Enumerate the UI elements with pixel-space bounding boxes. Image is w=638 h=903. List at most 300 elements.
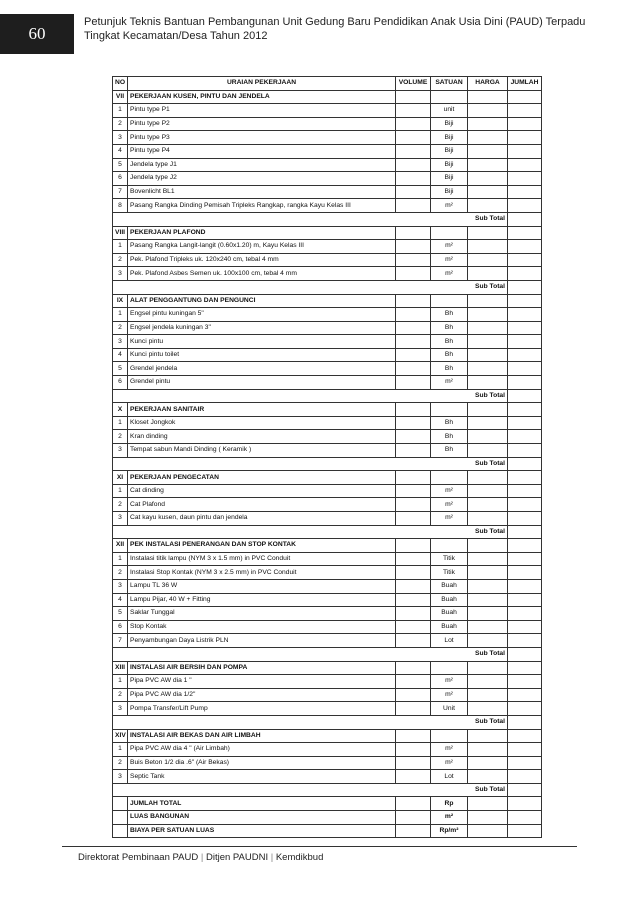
page-footer (78, 852, 323, 863)
item-price (468, 376, 508, 390)
item-unit: Bh (431, 362, 468, 376)
empty-cell (113, 525, 128, 539)
table-row (113, 579, 542, 593)
item-amount (508, 348, 542, 362)
subtotal-label: Sub Total (468, 783, 508, 797)
item-amount (508, 675, 542, 689)
col-header-uraian: URAIAN PEKERJAAN (128, 77, 396, 91)
item-unit: Buah (431, 620, 468, 634)
table-row (113, 172, 542, 186)
item-unit: Lot (431, 634, 468, 648)
table-row (113, 376, 542, 390)
table-row (113, 593, 542, 607)
item-description: Jendela type J1 (128, 158, 396, 172)
item-amount (508, 144, 542, 158)
item-number: 3 (113, 579, 128, 593)
item-description: Bovenlicht BL1 (128, 185, 396, 199)
item-number: 6 (113, 376, 128, 390)
item-price (468, 579, 508, 593)
item-number: 7 (113, 185, 128, 199)
item-number: 7 (113, 634, 128, 648)
section-number: X (113, 403, 128, 417)
item-price (468, 607, 508, 621)
subtotal-row (113, 457, 542, 471)
empty-cell (396, 661, 431, 675)
total-row (113, 797, 542, 811)
item-amount (508, 702, 542, 716)
subtotal-row (113, 715, 542, 729)
footer-directorate: Direktorat Pembinaan PAUD (78, 852, 199, 863)
item-number: 1 (113, 743, 128, 757)
cost-estimate-table (112, 76, 542, 838)
item-amount (508, 185, 542, 199)
item-description: Instalasi titik lampu (NYM 3 x 1.5 mm) in PVC Conduit (128, 552, 396, 566)
item-price (468, 172, 508, 186)
item-volume (396, 104, 431, 118)
item-volume (396, 770, 431, 784)
item-description: Kunci pintu toilet (128, 348, 396, 362)
empty-cell (113, 797, 128, 811)
item-unit: Lot (431, 770, 468, 784)
item-amount (508, 104, 542, 118)
item-price (468, 131, 508, 145)
item-volume (396, 593, 431, 607)
empty-cell (468, 811, 508, 825)
item-number: 6 (113, 620, 128, 634)
header-title-line2: Tingkat Kecamatan/Desa Tahun 2012 (84, 30, 268, 42)
item-volume (396, 158, 431, 172)
item-price (468, 743, 508, 757)
item-volume (396, 240, 431, 254)
section-title: PEKERJAAN PLAFOND (128, 226, 396, 240)
item-unit: Bh (431, 348, 468, 362)
item-unit: Bh (431, 430, 468, 444)
footer-separator: | (200, 852, 204, 863)
item-unit: Buah (431, 593, 468, 607)
item-amount (508, 593, 542, 607)
item-description: Pintu type P4 (128, 144, 396, 158)
item-description: Pek. Plafond Asbes Semen uk. 100x100 cm, tebal 4 mm (128, 267, 396, 281)
item-unit: Bh (431, 308, 468, 322)
item-amount (508, 579, 542, 593)
empty-cell (468, 729, 508, 743)
empty-cell (431, 525, 468, 539)
item-number: 3 (113, 267, 128, 281)
empty-cell (468, 471, 508, 485)
item-unit: Unit (431, 702, 468, 716)
item-volume (396, 675, 431, 689)
item-volume (396, 688, 431, 702)
section-title: PEKERJAAN KUSEN, PINTU DAN JENDELA (128, 90, 396, 104)
total-amount (508, 797, 542, 811)
item-price (468, 416, 508, 430)
item-number: 1 (113, 240, 128, 254)
table-row (113, 104, 542, 118)
empty-cell (431, 280, 468, 294)
item-price (468, 620, 508, 634)
subtotal-row (113, 525, 542, 539)
table-row (113, 158, 542, 172)
section-header-row (113, 90, 542, 104)
empty-cell (468, 824, 508, 838)
item-description: Engsel jendela kuningan 3" (128, 321, 396, 335)
item-amount (508, 756, 542, 770)
item-description: Pasang Rangka Dinding Pemisah Tripleks Rangkap, rangka Kayu Kelas III (128, 199, 396, 213)
item-unit: Buah (431, 607, 468, 621)
item-price (468, 444, 508, 458)
item-amount (508, 199, 542, 213)
item-volume (396, 512, 431, 526)
item-amount (508, 308, 542, 322)
item-volume (396, 756, 431, 770)
table-row (113, 321, 542, 335)
table-row (113, 199, 542, 213)
item-volume (396, 348, 431, 362)
item-description: Pompa Transfer/Lift Pump (128, 702, 396, 716)
item-description: Pipa PVC AW dia 1 " (128, 675, 396, 689)
total-amount (508, 811, 542, 825)
item-number: 1 (113, 484, 128, 498)
subtotal-amount (508, 525, 542, 539)
subtotal-amount (508, 783, 542, 797)
empty-cell (128, 389, 396, 403)
item-description: Pintu type P1 (128, 104, 396, 118)
empty-cell (113, 212, 128, 226)
section-number: XII (113, 539, 128, 553)
item-volume (396, 743, 431, 757)
col-header-satuan: SATUAN (431, 77, 468, 91)
section-number: XIV (113, 729, 128, 743)
item-description: Pasang Rangka Langit-langit (0.60x1.20) m, Kayu Kelas III (128, 240, 396, 254)
subtotal-label: Sub Total (468, 389, 508, 403)
item-amount (508, 267, 542, 281)
section-title: PEKERJAAN PENGECATAN (128, 471, 396, 485)
empty-cell (508, 90, 542, 104)
item-unit: Biji (431, 185, 468, 199)
total-unit: Rp/m² (431, 824, 468, 838)
item-amount (508, 484, 542, 498)
item-volume (396, 308, 431, 322)
item-description: Grendel jendela (128, 362, 396, 376)
item-number: 2 (113, 253, 128, 267)
item-number: 3 (113, 335, 128, 349)
item-unit: Bh (431, 321, 468, 335)
empty-cell (396, 729, 431, 743)
total-label: LUAS BANGUNAN (128, 811, 396, 825)
empty-cell (396, 389, 431, 403)
empty-cell (396, 90, 431, 104)
table-row (113, 756, 542, 770)
empty-cell (396, 294, 431, 308)
empty-cell (396, 539, 431, 553)
item-price (468, 430, 508, 444)
item-price (468, 675, 508, 689)
item-description: Engsel pintu kuningan 5" (128, 308, 396, 322)
item-unit: m² (431, 199, 468, 213)
subtotal-row (113, 647, 542, 661)
item-number: 2 (113, 430, 128, 444)
item-amount (508, 634, 542, 648)
empty-cell (113, 457, 128, 471)
item-number: 3 (113, 444, 128, 458)
item-description: Cat Plafond (128, 498, 396, 512)
item-price (468, 702, 508, 716)
section-header-row (113, 729, 542, 743)
item-price (468, 267, 508, 281)
table-row (113, 348, 542, 362)
item-volume (396, 253, 431, 267)
section-number: VIII (113, 226, 128, 240)
item-description: Kloset Jongkok (128, 416, 396, 430)
table-row (113, 743, 542, 757)
footer-ministry: Kemdikbud (275, 852, 324, 863)
item-unit: Titik (431, 566, 468, 580)
empty-cell (396, 824, 431, 838)
item-price (468, 362, 508, 376)
item-number: 2 (113, 117, 128, 131)
item-number: 2 (113, 321, 128, 335)
empty-cell (508, 294, 542, 308)
empty-cell (431, 661, 468, 675)
section-title: INSTALASI AIR BEKAS DAN AIR LIMBAH (128, 729, 396, 743)
item-number: 3 (113, 131, 128, 145)
item-unit: Bh (431, 335, 468, 349)
item-price (468, 240, 508, 254)
item-unit: m² (431, 267, 468, 281)
item-number: 4 (113, 593, 128, 607)
item-price (468, 185, 508, 199)
item-amount (508, 240, 542, 254)
item-unit: m² (431, 376, 468, 390)
item-number: 4 (113, 348, 128, 362)
item-amount (508, 607, 542, 621)
item-description: Pipa PVC AW dia 1/2" (128, 688, 396, 702)
item-description: Kran dinding (128, 430, 396, 444)
empty-cell (468, 797, 508, 811)
item-price (468, 348, 508, 362)
item-amount (508, 566, 542, 580)
empty-cell (468, 294, 508, 308)
item-number: 1 (113, 308, 128, 322)
empty-cell (128, 715, 396, 729)
item-description: Instalasi Stop Kontak (NYM 3 x 2.5 mm) in PVC Conduit (128, 566, 396, 580)
table-row (113, 253, 542, 267)
item-description: Saklar Tunggal (128, 607, 396, 621)
empty-cell (468, 90, 508, 104)
item-unit: m² (431, 756, 468, 770)
item-unit: Biji (431, 144, 468, 158)
item-amount (508, 430, 542, 444)
item-number: 8 (113, 199, 128, 213)
item-price (468, 593, 508, 607)
empty-cell (468, 661, 508, 675)
section-title: PEK INSTALASI PENERANGAN DAN STOP KONTAK (128, 539, 396, 553)
subtotal-amount (508, 389, 542, 403)
total-unit: Rp (431, 797, 468, 811)
item-amount (508, 688, 542, 702)
item-volume (396, 566, 431, 580)
empty-cell (396, 403, 431, 417)
item-price (468, 104, 508, 118)
item-amount (508, 620, 542, 634)
subtotal-amount (508, 212, 542, 226)
item-amount (508, 743, 542, 757)
item-number: 1 (113, 675, 128, 689)
empty-cell (431, 715, 468, 729)
item-description: Pipa PVC AW dia 4 " (Air Limbah) (128, 743, 396, 757)
item-number: 2 (113, 756, 128, 770)
empty-cell (508, 471, 542, 485)
col-header-jumlah: JUMLAH (508, 77, 542, 91)
table-row (113, 416, 542, 430)
section-number: IX (113, 294, 128, 308)
subtotal-label: Sub Total (468, 647, 508, 661)
item-description: Cat kayu kusen, daun pintu dan jendela (128, 512, 396, 526)
footer-separator: | (270, 852, 274, 863)
item-price (468, 512, 508, 526)
section-header-row (113, 226, 542, 240)
item-description: Penyambungan Daya Listrik PLN (128, 634, 396, 648)
item-volume (396, 607, 431, 621)
item-description: Cat dinding (128, 484, 396, 498)
table-row (113, 675, 542, 689)
empty-cell (128, 525, 396, 539)
item-description: Pintu type P3 (128, 131, 396, 145)
item-number: 3 (113, 770, 128, 784)
empty-cell (396, 797, 431, 811)
item-number: 4 (113, 144, 128, 158)
item-amount (508, 512, 542, 526)
document-header (84, 15, 624, 43)
item-unit: unit (431, 104, 468, 118)
item-price (468, 756, 508, 770)
empty-cell (396, 471, 431, 485)
item-description: Tempat sabun Mandi Dinding ( Keramik ) (128, 444, 396, 458)
table-row (113, 185, 542, 199)
table-row (113, 240, 542, 254)
item-number: 3 (113, 512, 128, 526)
item-price (468, 498, 508, 512)
empty-cell (431, 729, 468, 743)
page-number: 60 (0, 14, 74, 54)
item-volume (396, 552, 431, 566)
table-row (113, 566, 542, 580)
empty-cell (508, 226, 542, 240)
item-amount (508, 416, 542, 430)
item-amount (508, 335, 542, 349)
footer-divider (62, 846, 577, 847)
item-price (468, 308, 508, 322)
item-unit: m² (431, 253, 468, 267)
item-volume (396, 579, 431, 593)
total-label: JUMLAH TOTAL (128, 797, 396, 811)
item-description: Grendel pintu (128, 376, 396, 390)
table-row (113, 430, 542, 444)
item-unit: Biji (431, 158, 468, 172)
section-header-row (113, 661, 542, 675)
item-description: Jendela type J2 (128, 172, 396, 186)
item-amount (508, 376, 542, 390)
item-amount (508, 253, 542, 267)
item-number: 2 (113, 566, 128, 580)
total-row (113, 824, 542, 838)
empty-cell (396, 783, 431, 797)
subtotal-amount (508, 457, 542, 471)
item-volume (396, 634, 431, 648)
col-header-volume: VOLUME (396, 77, 431, 91)
item-amount (508, 444, 542, 458)
table-row (113, 484, 542, 498)
section-title: INSTALASI AIR BERSIH DAN POMPA (128, 661, 396, 675)
item-volume (396, 376, 431, 390)
item-amount (508, 770, 542, 784)
item-volume (396, 702, 431, 716)
item-number: 5 (113, 362, 128, 376)
item-number: 3 (113, 702, 128, 716)
item-number: 2 (113, 688, 128, 702)
section-header-row (113, 539, 542, 553)
section-header-row (113, 403, 542, 417)
empty-cell (113, 647, 128, 661)
total-label: BIAYA PER SATUAN LUAS (128, 824, 396, 838)
item-price (468, 566, 508, 580)
item-volume (396, 430, 431, 444)
table-row (113, 702, 542, 716)
item-description: Lampu TL 36 W (128, 579, 396, 593)
item-unit: m² (431, 484, 468, 498)
table-row (113, 770, 542, 784)
item-unit: m² (431, 498, 468, 512)
subtotal-row (113, 783, 542, 797)
empty-cell (431, 90, 468, 104)
total-unit: m² (431, 811, 468, 825)
table-body (113, 90, 542, 838)
item-unit: m² (431, 675, 468, 689)
item-unit: Buah (431, 579, 468, 593)
table-header-row (113, 77, 542, 91)
table-row (113, 552, 542, 566)
item-amount (508, 117, 542, 131)
item-unit: Biji (431, 131, 468, 145)
item-description: Lampu Pijar, 40 W + Fitting (128, 593, 396, 607)
subtotal-amount (508, 647, 542, 661)
item-unit: Biji (431, 117, 468, 131)
subtotal-amount (508, 280, 542, 294)
empty-cell (113, 389, 128, 403)
item-volume (396, 362, 431, 376)
item-amount (508, 158, 542, 172)
subtotal-label: Sub Total (468, 457, 508, 471)
empty-cell (128, 212, 396, 226)
item-volume (396, 620, 431, 634)
item-number: 1 (113, 104, 128, 118)
item-amount (508, 131, 542, 145)
item-unit: m² (431, 743, 468, 757)
item-price (468, 335, 508, 349)
table-row (113, 131, 542, 145)
item-price (468, 552, 508, 566)
empty-cell (396, 226, 431, 240)
empty-cell (468, 539, 508, 553)
empty-cell (128, 457, 396, 471)
table-row (113, 444, 542, 458)
table-row (113, 512, 542, 526)
item-amount (508, 498, 542, 512)
section-title: PEKERJAAN SANITAIR (128, 403, 396, 417)
empty-cell (508, 661, 542, 675)
item-amount (508, 362, 542, 376)
section-number: XIII (113, 661, 128, 675)
